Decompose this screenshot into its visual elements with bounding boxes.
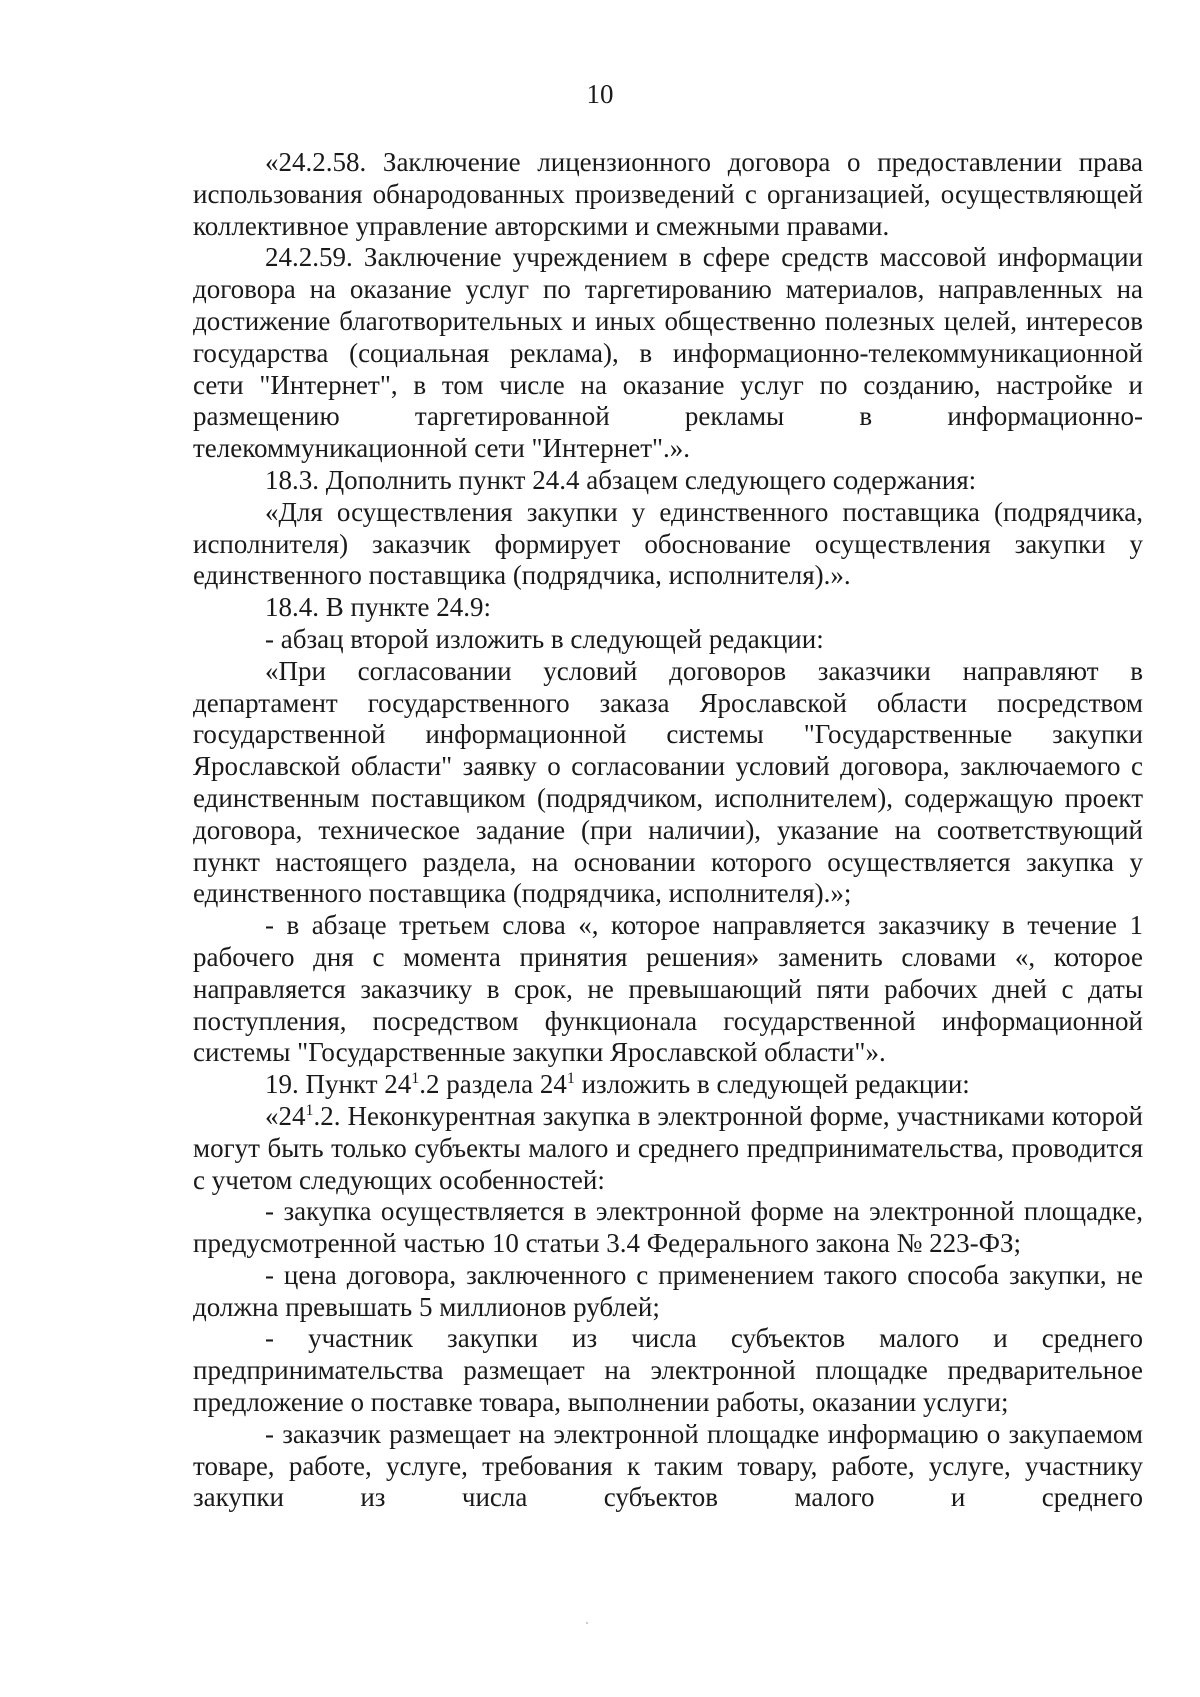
list-item: - цена договора, заключенного с применением такого способа закупки, не должна превышать 5 миллионов рублей; <box>193 1259 1143 1322</box>
page-number: 10 <box>586 79 614 109</box>
paragraph-24-1-2: «$24^1.2$. Неконкурентная закупка в электронной форме, участниками которой могут быть только субъекты малого и среднего предпринимательства, проводится с учетом следующих особенностей: <box>193 1100 1143 1195</box>
paragraph-abzac-tretiy: - в абзаце третьем слова «, которое направляется заказчику в течение 1 рабочего дня с момента принятия решения» заменить словами «, которое направляется заказчику в срок, не превышающий пяти рабочих дней с даты поступления, посредством функционала государственной информационной системы "Государственные закупки Ярославской области"». <box>193 910 1143 1068</box>
paragraph-18-4: 18.4. В пункте 24.9: <box>265 592 491 623</box>
paragraph-18-3: 18.3. Дополнить пункт 24.4 абзацем следующего содержания: <box>265 464 977 495</box>
paragraph-24-2-58: «24.2.58. Заключение лицензионного договора о предоставлении права использования обнародованных произведений с организацией, осуществляющей коллективное управление авторскими и смежными правами. <box>193 147 1143 241</box>
list-item: - участник закупки из числа субъектов малого и среднего предпринимательства размещает на электронной площадке предварительное предложение о поставке товара, выполнении работы, оказании услуги; <box>193 1323 1143 1418</box>
scan-speck <box>586 1622 588 1624</box>
paragraph-18-3-content: «Для осуществления закупки у единственного поставщика (подрядчика, исполнителя) заказчик формирует обоснование осуществления закупки у единственного поставщика (подрядчика, исполнителя).». <box>193 496 1143 591</box>
list-item: - заказчик размещает на электронной площадке информацию о закупаемом товаре, работе, услуге, требования к таким товару, работе, услуге, участнику закупки из числа субъектов малого и среднего <box>193 1418 1143 1513</box>
document-body <box>193 147 1143 1514</box>
paragraph-pri-soglasovanii: «При согласовании условий договоров заказчики направляют в департамент государственного заказа Ярославской области посредством государственной информационной системы "Государственные закупки Ярославской области" заявку о согласовании условий договора, заключаемого с единственным поставщиком (подрядчиком, исполнителем), содержащую проект договора, техническое задание (при наличии), указание на соответствующий пункт настоящего раздела, на основании которого осуществляется закупка у единственного поставщика (подрядчика, исполнителя).»; <box>193 655 1143 909</box>
paragraph-24-2-59: 24.2.59. Заключение учреждением в сфере средств массовой информации договора на оказание услуг по таргетированию материалов, направленных на достижение благотворительных и иных общественно полезных целей, интересов государства (социальная реклама), в информационно-телекоммуникационной сети "Интернет", в том числе на оказание услуг по созданию, настройке и размещению таргетированной рекламы в информационно-телекоммуникационной сети "Интернет".». <box>193 242 1143 464</box>
paragraph-abzac-vtoroy: - абзац второй изложить в следующей редакции: <box>265 623 824 654</box>
list-item: - закупка осуществляется в электронной форме на электронной площадке, предусмотренной частью 10 статьи 3.4 Федерального закона № 223-ФЗ; <box>193 1196 1143 1259</box>
paragraph-19: 19. Пункт $24^1.2$ раздела $24^1$ изложить в следующей редакции: <box>265 1069 970 1100</box>
